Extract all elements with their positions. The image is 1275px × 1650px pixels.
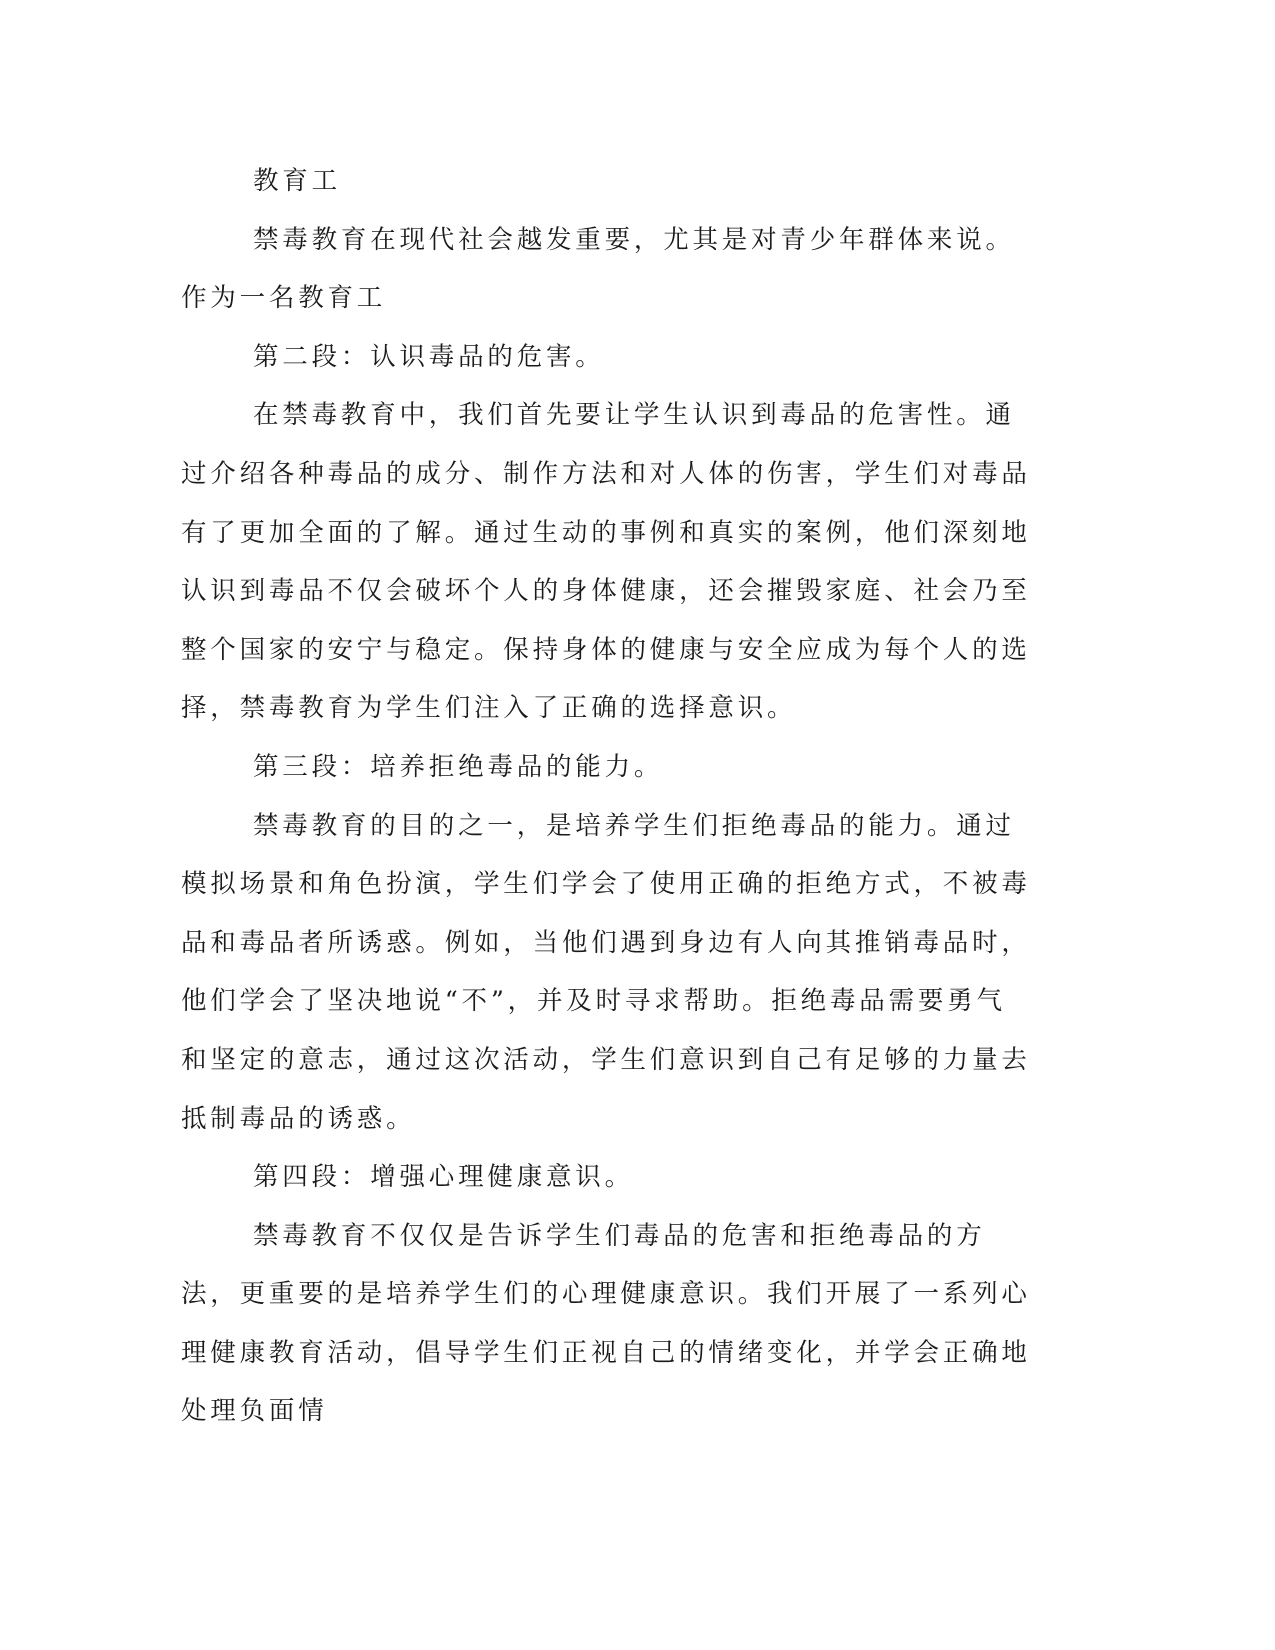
document-body bbox=[181, 152, 1031, 1441]
paragraph-section-3: 禁毒教育的目的之一，是培养学生们拒绝毒品的能力。通过模拟场景和角色扮演，学生们学会了使用正确的拒绝方式，不被毒品和毒品者所诱惑。例如，当他们遇到身边有人向其推销毒品时，他们学会了坚决地说“不”，并及时寻求帮助。拒绝毒品需要勇气和坚定的意志，通过这次活动，学生们意识到自己有足够的力量去抵制毒品的诱惑。 bbox=[181, 810, 1031, 1134]
paragraph-intro: 禁毒教育在现代社会越发重要，尤其是对青少年群体来说。作为一名教育工 bbox=[181, 224, 1015, 314]
paragraph-section-4: 禁毒教育不仅仅是告诉学生们毒品的危害和拒绝毒品的方法，更重要的是培养学生们的心理健康意识。我们开展了一系列心理健康教育活动，倡导学生们正视自己的情绪变化，并学会正确地处理负面情 bbox=[181, 1220, 1031, 1427]
section-heading-3: 第三段：培养拒绝毒品的能力。 bbox=[253, 751, 664, 782]
section-heading-2: 第二段：认识毒品的危害。 bbox=[253, 341, 605, 372]
paragraph-intro-title: 教育工 bbox=[253, 166, 341, 196]
paragraph-section-2: 在禁毒教育中，我们首先要让学生认识到毒品的危害性。通过介绍各种毒品的成分、制作方法和对人体的伤害，学生们对毒品有了更加全面的了解。通过生动的事例和真实的案例，他们深刻地认识到毒品不仅会破坏个人的身体健康，还会摧毁家庭、社会乃至整个国家的安宁与稳定。保持身体的健康与安全应成为每个人的选择，禁毒教育为学生们注入了正确的选择意识。 bbox=[181, 400, 1031, 724]
section-heading-4: 第四段：增强心理健康意识。 bbox=[253, 1162, 634, 1193]
